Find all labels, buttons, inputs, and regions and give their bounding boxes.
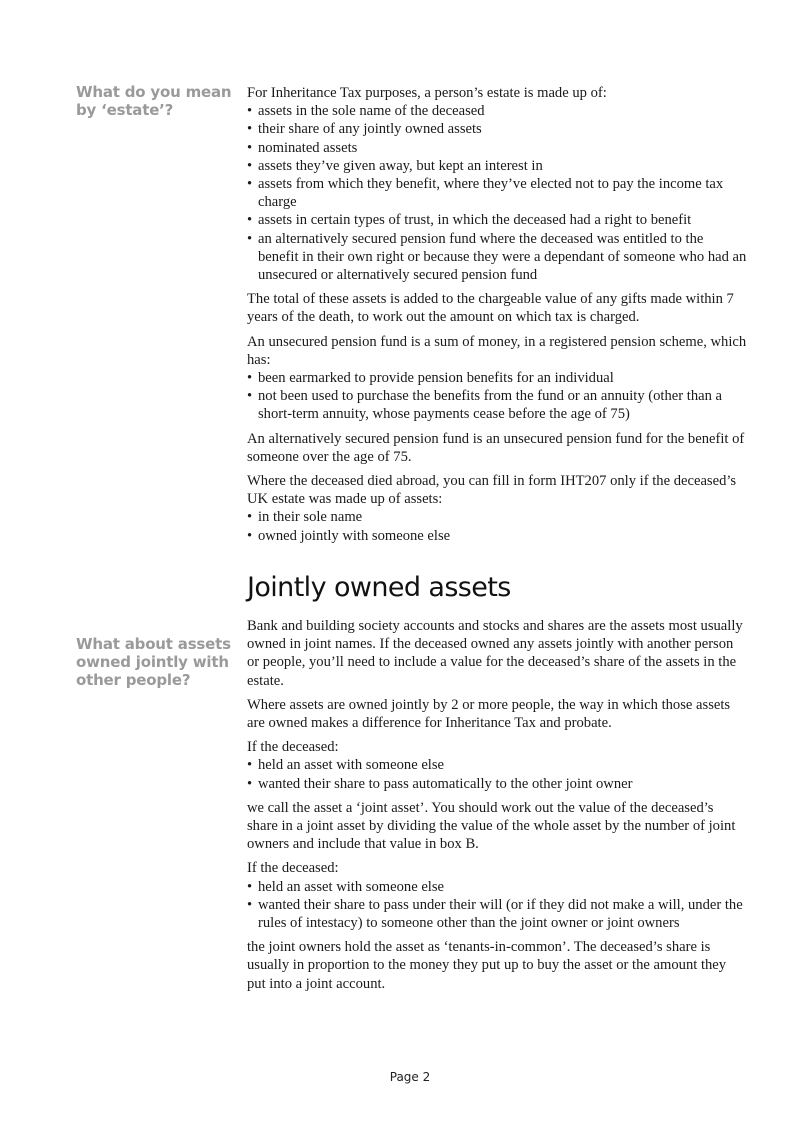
jointly-owned-assets-title: Jointly owned assets — [247, 572, 511, 603]
estate-side-heading: What do you mean by ‘estate’? — [76, 83, 232, 119]
list-item: • in their sole name — [247, 508, 747, 526]
abroad-items-list — [247, 508, 747, 544]
alt-secured-paragraph: An alternatively secured pension fund is an unsecured pension fund for the benefit of someone over the age of 75. — [247, 430, 745, 465]
list-item: • nominated assets — [247, 139, 747, 157]
list-item: • wanted their share to pass under their will (or if they did not make a will, under the rules of intestacy) to someone other than the joint owner or joint owners — [247, 896, 747, 932]
list-item: • their share of any jointly owned assets — [247, 120, 747, 138]
page-number: Page 2 — [389, 1070, 431, 1084]
list-item: • assets they’ve given away, but kept an interest in — [247, 157, 747, 175]
unsecured-fund-paragraph: An unsecured pension fund is a sum of money, in a registered pension scheme, which has: — [247, 333, 747, 368]
list-item: • held an asset with someone else — [247, 756, 747, 774]
joint-paragraph-1: Bank and building society accounts and stocks and shares are the assets most usually owned in joint names. If the deceased owned any assets jointly with another person or people, you’ll need to include a value for the deceased’s share of the assets in the estate. — [247, 618, 743, 689]
list-item: • held an asset with someone else — [247, 878, 747, 896]
died-abroad-paragraph: Where the deceased died abroad, you can fill in form IHT207 only if the deceased’s UK estate was made up of assets: — [247, 473, 737, 508]
list-item: • not been used to purchase the benefits from the fund or an annuity (other than a short-term annuity, whose payments cease before the age of 75) — [247, 387, 747, 423]
joint-paragraph-4: the joint owners hold the asset as ‘tenants-in-common’. The deceased’s share is usually in proportion to the money they put up to buy the asset or the amount they put into a joint account. — [247, 939, 727, 992]
joint-paragraph-2: Where assets are owned jointly by 2 or more people, the way in which those assets are owned makes a difference for Inheritance Tax and probate. — [247, 696, 731, 732]
joint-section-body — [247, 617, 747, 999]
list-item: • wanted their share to pass automatically to the other joint owner — [247, 775, 747, 793]
list-item: • assets in certain types of trust, in which the deceased had a right to benefit — [247, 211, 747, 229]
joint-paragraph-3: we call the asset a ‘joint asset’. You should work out the value of the deceased’s share in a joint asset by dividing the value of the whole asset by the number of joint owners and include that value in box B. — [247, 799, 736, 853]
list-item: • assets in the sole name of the deceased — [247, 102, 747, 120]
list-item: • an alternatively secured pension fund where the deceased was entitled to the benefit in their own right or because they were a dependant of someone who had an unsecured or alternatively secured pension fund — [247, 230, 747, 285]
estate-section-body — [247, 84, 747, 551]
estate-intro: For Inheritance Tax purposes, a person’s estate is made up of: — [247, 85, 607, 101]
list-item: • been earmarked to provide pension benefits for an individual — [247, 369, 747, 387]
if-deceased-1: If the deceased: — [247, 739, 339, 756]
joint-side-heading: What about assets owned jointly with other people? — [76, 635, 231, 689]
estate-items-list — [247, 102, 747, 284]
if-deceased-2: If the deceased: — [247, 860, 339, 877]
joint-list-2 — [247, 878, 747, 933]
list-item: • owned jointly with someone else — [247, 527, 747, 545]
joint-list-1 — [247, 756, 747, 792]
estate-total-paragraph: The total of these assets is added to the chargeable value of any gifts made within 7 years of the death, to work out the amount on which tax is charged. — [247, 291, 734, 326]
list-item: • assets from which they benefit, where they’ve elected not to pay the income tax charge — [247, 175, 747, 211]
unsecured-items-list — [247, 369, 747, 424]
